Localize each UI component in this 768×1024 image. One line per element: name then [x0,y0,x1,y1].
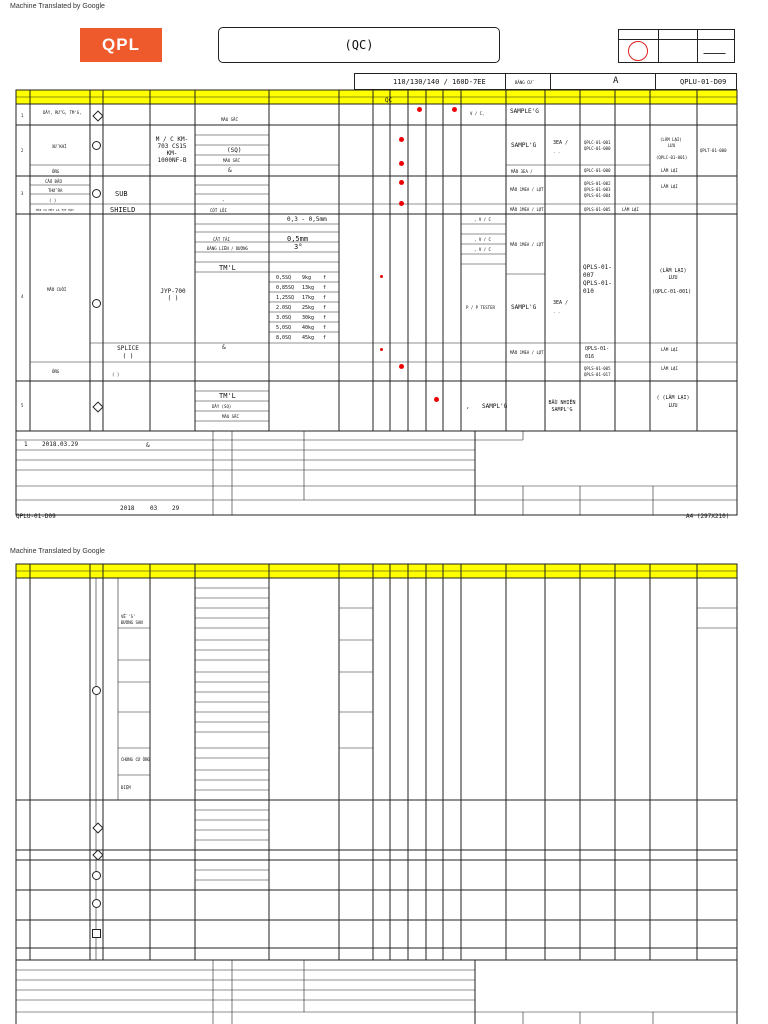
p2-item3: ĐIỆM [121,785,131,790]
revision-amp: & [146,442,150,449]
logo-text: QPL [102,35,140,54]
row2-lam-lai: (LÀM LẠI) [660,137,682,142]
footer-day: 29 [172,505,180,512]
row4-sample: SAMPL'G [511,304,537,311]
row4-val2: 3° [294,243,303,251]
force-kg: 9kg [302,275,312,281]
row2-machines: M / C KM-703 CS15 KM-1000NF-B [155,136,189,164]
force-sq: 0,85SQ [276,285,295,291]
row5-sample: SAMPL'G [482,403,508,410]
force-sq: 2.0SQ [276,305,292,311]
p2-circle-icon [92,871,101,880]
force-f: f [323,275,327,281]
row2-ref2: QPLC-01-000 [584,146,611,151]
row1-number: 1 [21,113,24,118]
row2-number: 2 [21,148,24,153]
row4-jyp: JYP-700 ( ) [160,288,186,302]
bang-cu-label: BẢNG CỬ [515,80,532,85]
row2-sub1: XỬ KHÍ [52,144,67,149]
row4-ong: ỐNG [52,369,60,374]
force-sq: 5,0SQ [276,325,292,331]
row4-lam-lai: (LÀM LẠI) LƯU [659,268,687,281]
revision-number: 1 [24,441,28,448]
row4-splice: SPLICE ( ) [117,345,139,360]
row5-day: DÂY (SQ) [212,404,232,409]
row1-sample: SAMPLE'G [510,108,539,115]
row2-sample: SAMPL'G [511,142,537,149]
row3-sub: SUB [115,190,128,198]
force-kg: 30kg [302,315,315,321]
row2-ref3: QPLC-01-000 [584,168,611,173]
row2-lam-lai2: LÀM LẠI [661,168,678,173]
row4-dots: . . [553,309,561,314]
row3-shield: SHIELD [110,206,136,214]
row4-vc1: , V / C [474,217,491,222]
footer-month: 03 [150,505,158,512]
row4-dang-lien: ĐÁNG LIÊN / DƯỜNG [207,246,248,251]
row2-qty: 3EA / [553,140,569,146]
row4-mau-cuoi: MẪU CUỐI [47,287,67,292]
row4-vc3: , V / C [474,247,491,252]
row3-number: 3 [21,191,24,196]
force-sq: 0,5SQ [276,275,292,281]
row4-mau-lot: MẪU 1MEA / LỢT [510,242,544,247]
row2-color: MÀU SẮC [223,158,240,163]
row3-sub-note: MỖI CA MỘT LÀ TÍT MÁY [36,208,74,212]
document-number: QPLU-01-D09 [680,78,727,86]
force-kg: 45kg [302,335,315,341]
row2-sub2: ỐNG [52,169,60,174]
force-f: f [323,325,327,331]
machine-translated-label: Machine Translated by Google [10,3,105,10]
row4-lam-lai2: LÀM LẠI [661,347,678,352]
row2-luu: LƯU [668,143,676,148]
p2-square-icon [92,929,101,938]
force-sq: 1,25SQ [276,295,295,301]
footer-paper-size: A4 (297X210) [686,513,730,520]
force-sq: 3.0SQ [276,315,292,321]
row5-bau-nhien: BẦU NHIÊN SAMPL'G [548,400,576,413]
force-f: f [323,335,327,341]
p2-circle-icon [92,899,101,908]
force-sq: 8,0SQ [276,335,292,341]
row4-qty: 3EA / [553,300,569,306]
row3-thu-ra: THỬ RA [48,188,63,193]
footer-doc-number: QPLU-01-D09 [16,513,56,520]
document-title: (QC) [344,38,374,52]
row4-amp: & [222,344,226,351]
row4-ref3: QPLS-01-005 QPLS-01-017 [584,366,611,377]
row1-color: MÀU SẮC [221,117,238,122]
row5-lam-lai: ( (LÀM LẠI) LƯU [656,395,690,409]
row4-mau-lot2: MẪU 1MEA / LỢT [510,350,544,355]
force-kg: 25kg [302,305,315,311]
p2-item2: CHỪNG CỨ ỐNG [121,757,150,762]
force-kg: 13kg [302,285,315,291]
row1-vc: V / C, [470,111,485,116]
row3-refs: QPLS-01-002 QPLS-01-003 QPLS-01-004 [584,181,611,198]
force-f: f [323,295,327,301]
force-kg: 40kg [302,325,315,331]
force-kg: 17kg [302,295,315,301]
row2-sq: (SQ) [227,147,242,154]
row2-dots: . . [553,149,561,154]
row4-tml: TM'L [219,264,236,272]
revision-date: 2018.03.29 [42,441,79,448]
machine-translated-label-2: Machine Translated by Google [10,548,105,555]
row2-mau-sea: MẪU 3EA / [511,169,533,174]
row4-number: 4 [21,294,24,299]
revision-letter: A [613,76,619,86]
row4-qplc: (QPLC-01-001) [652,289,692,295]
force-f: f [323,305,327,311]
row4-cut: CẮT TẢI [213,237,230,242]
row4-vc2: , V / C [474,237,491,242]
row5-tml: TM'L [219,392,236,400]
row5-number: 5 [21,403,24,408]
row5-comma: , [466,403,470,410]
row2-amp: & [228,167,232,174]
row5-color: MÀU SẮC [222,414,239,419]
force-f: f [323,285,327,291]
row4-refs: QPLS-01- 007 QPLS-01- 010 [583,264,612,295]
row3-lam-lai: LÀM LẠI [661,184,678,189]
model-line: 110/130/140 / 160D-7EE [393,78,486,86]
row2-qplc: (QPLC-01-001) [656,155,688,160]
row3-dot: , [222,197,225,202]
row3-cot-loi: CỐT LÕI [210,208,227,213]
row4-ref2: QPLS-01- 016 [585,346,610,360]
row4-pp-tester: P / P TESTER [466,305,495,310]
qc-column-label: QC [385,97,393,104]
row3-lam-lai2: LÀM LẠI [622,207,639,212]
row1-item: DÂY, RỬ'G, TM'G, [43,110,82,115]
p2-circle-icon [92,686,101,695]
row2-ref1: QPLC-01-001 [584,140,611,145]
footer-year: 2018 [120,505,135,512]
row3-paren: ( ) [49,198,57,203]
row4-paren: ( ) [112,372,120,377]
row3-ref4: QPLS-01-005 [584,207,611,212]
row4-val1: 0,5mm [287,235,309,243]
row3-mau1: MẪU 1MEA / LỢT [510,187,544,192]
row4-range: 0,3 - 0,5mm [287,216,327,223]
row3-cau-dau: CẤU ĐẦU [45,179,62,184]
row4-lam-lai3: LÀM LẠI [661,366,678,371]
force-f: f [323,315,327,321]
row3-mau2: MẪU 1MEA / LỢT [510,207,544,212]
row2-qplt: QPLT-01-000 [700,148,727,153]
p2-item1: VỀ 'S' ĐƯỜNG SAN [121,614,143,625]
